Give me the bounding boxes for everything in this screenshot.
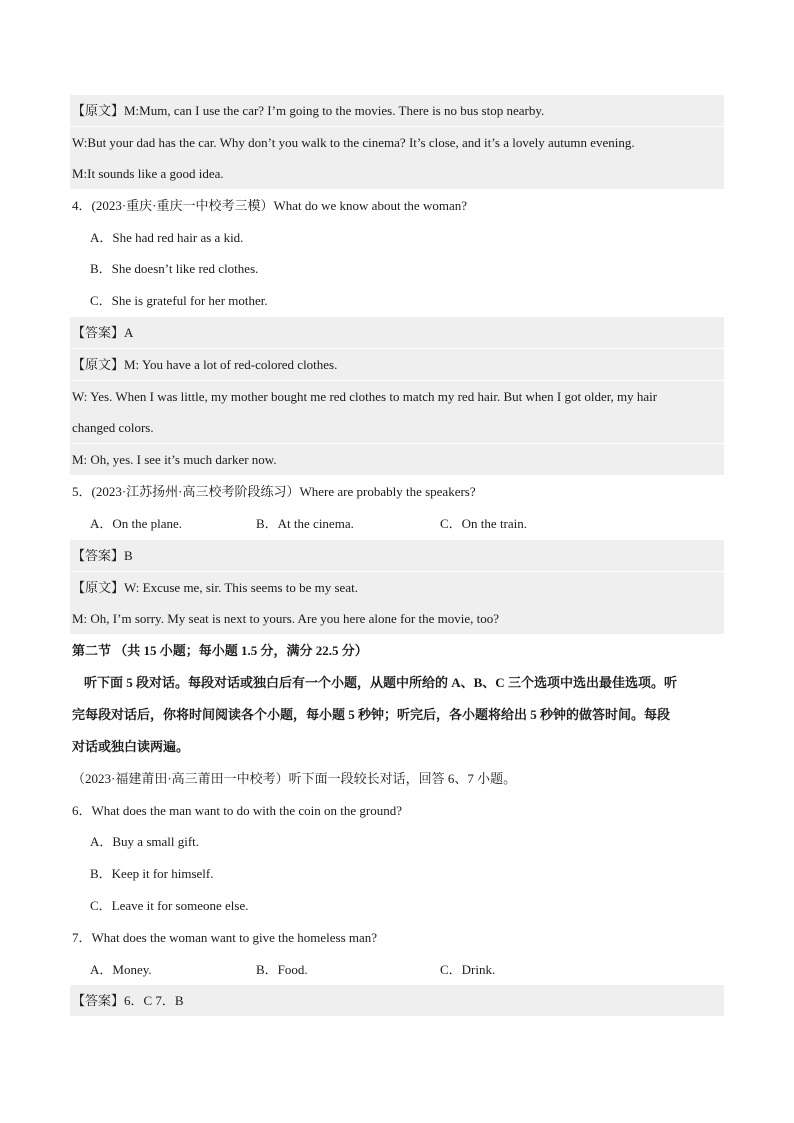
answer-line: 【答案】6．C 7．B: [70, 985, 724, 1016]
dialogue-intro: （2023·福建莆田·高三莆田一中校考）听下面一段较长对话，回答 6、7 小题。: [72, 771, 517, 786]
answer-line: 【答案】A: [70, 317, 724, 348]
transcript-line: changed colors.: [70, 412, 724, 443]
transcript-line: M: Oh, yes. I see it’s much darker now.: [70, 444, 724, 475]
transcript-line: 【原文】M: You have a lot of red-colored clothes.: [70, 349, 724, 380]
question-5-option-a: A．On the plane.: [90, 516, 183, 531]
section-heading: 第二节 （共 15 小题；每小题 1.5 分，满分 22.5 分）: [72, 643, 368, 658]
question-7-option-a: A．Money.: [90, 962, 152, 977]
section-instructions: 听下面 5 段对话。每段对话或独白后有一个小题，从题中所给的 A、B、C 三个选项中选出最佳选项。听: [84, 675, 677, 690]
question-5-option-c: C．On the train.: [440, 516, 528, 531]
transcript-line: 【原文】W: Excuse me, sir. This seems to be my seat.: [70, 572, 724, 603]
question-6-option-a: A．Buy a small gift.: [90, 834, 200, 849]
transcript-line: W: Yes. When I was little, my mother bought me red clothes to match my red hair. But when I got older, my hair: [70, 381, 724, 412]
question-6-option-b: B．Keep it for himself.: [90, 866, 214, 881]
question-7: 7．What does the woman want to give the homeless man?: [72, 930, 378, 945]
transcript-line: M:It sounds like a good idea.: [70, 158, 724, 189]
transcript-line: W:But your dad has the car. Why don’t you walk to the cinema? It’s close, and it’s a lovely autumn evening.: [70, 127, 724, 158]
question-6: 6．What does the man want to do with the coin on the ground?: [72, 803, 402, 818]
transcript-line: M: Oh, I’m sorry. My seat is next to yours. Are you here alone for the movie, too?: [70, 603, 724, 634]
question-4-option-b: B．She doesn’t like red clothes.: [90, 261, 259, 276]
question-5: 5．(2023·江苏扬州·高三校考阶段练习）Where are probably the speakers?: [72, 484, 476, 499]
section-instructions: 完每段对话后，你将时间阅读各个小题，每小题 5 秒钟；听完后，各小题将给出 5 秒钟的做答时间。每段: [72, 707, 671, 722]
answer-line: 【答案】B: [70, 540, 724, 571]
question-4: 4．(2023·重庆·重庆一中校考三模）What do we know about the woman?: [72, 198, 467, 213]
question-4-option-a: A．She had red hair as a kid.: [90, 230, 244, 245]
transcript-line: 【原文】M:Mum, can I use the car? I’m going to the movies. There is no bus stop nearby.: [70, 95, 724, 126]
question-7-option-b: B．Food.: [256, 962, 308, 977]
question-7-options: [70, 954, 724, 985]
question-5-options: [70, 508, 724, 539]
question-7-option-c: C．Drink.: [440, 962, 496, 977]
question-5-option-b: B．At the cinema.: [256, 516, 354, 531]
question-6-option-c: C．Leave it for someone else.: [90, 898, 249, 913]
section-instructions: 对话或独白读两遍。: [72, 739, 190, 754]
question-4-option-c: C．She is grateful for her mother.: [90, 293, 268, 308]
